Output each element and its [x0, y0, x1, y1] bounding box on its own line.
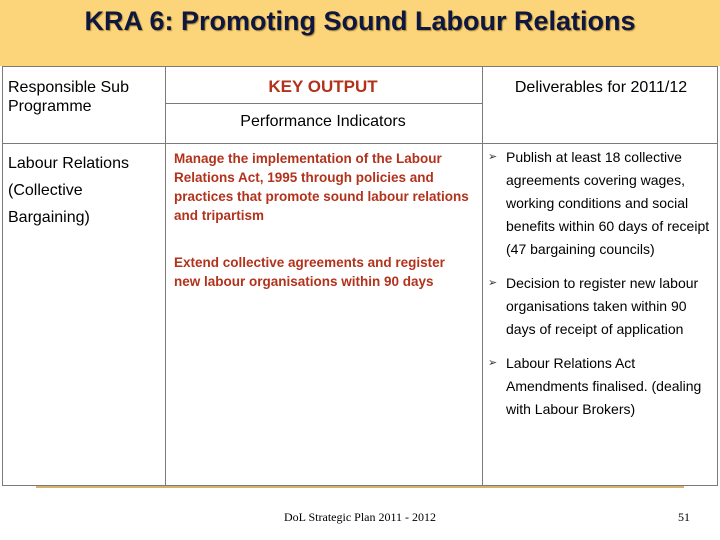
- deliverable-text: Publish at least 18 collective agreements covering wages, working conditions and social benefits within 60 days of receipt (47 bargaining councils): [506, 149, 710, 257]
- deliverable-item: [484, 146, 716, 261]
- header-subdivider: [165, 103, 482, 104]
- kpi-item: Extend collective agreements and register new labour organisations within 90 days: [174, 255, 445, 289]
- footer-text: DoL Strategic Plan 2011 - 2012: [283, 510, 437, 524]
- table-border-right: [717, 66, 718, 486]
- column-divider-2: [482, 66, 483, 486]
- header-deliverables: Deliverables for 2011/12: [514, 79, 688, 96]
- header-row-divider: [2, 143, 718, 144]
- deliverable-text: Labour Relations Act Amendments finalised. (dealing with Labour Brokers): [506, 355, 702, 417]
- row-programme-name: Labour Relations (Collective Bargaining): [8, 155, 129, 226]
- column-divider-1: [165, 66, 166, 486]
- arrowhead-bullet-icon: ➢: [488, 151, 498, 163]
- deliverable-item: [484, 272, 716, 341]
- deliverable-item: [484, 352, 716, 421]
- kpi-item: Manage the implementation of the Labour Relations Act, 1995 through policies and practices that promote sound labour relations and tripartism: [174, 151, 469, 223]
- deliverable-text: Decision to register new labour organisations taken within 90 days of receipt of application: [506, 275, 699, 337]
- table-border-top: [2, 66, 718, 67]
- header-key-output: KEY OUTPUT: [268, 77, 378, 96]
- slide-title: KRA 6: Promoting Sound Labour Relations: [84, 6, 636, 36]
- header-responsible-sub-programme: Responsible Sub Programme: [8, 79, 129, 115]
- footer-rule: [36, 486, 684, 488]
- table-border-left: [2, 66, 3, 486]
- deliverables-list: [484, 146, 716, 421]
- arrowhead-bullet-icon: ➢: [488, 357, 498, 369]
- page-number: 51: [678, 510, 690, 524]
- header-performance-indicators: Performance Indicators: [240, 113, 406, 130]
- arrowhead-bullet-icon: ➢: [488, 277, 498, 289]
